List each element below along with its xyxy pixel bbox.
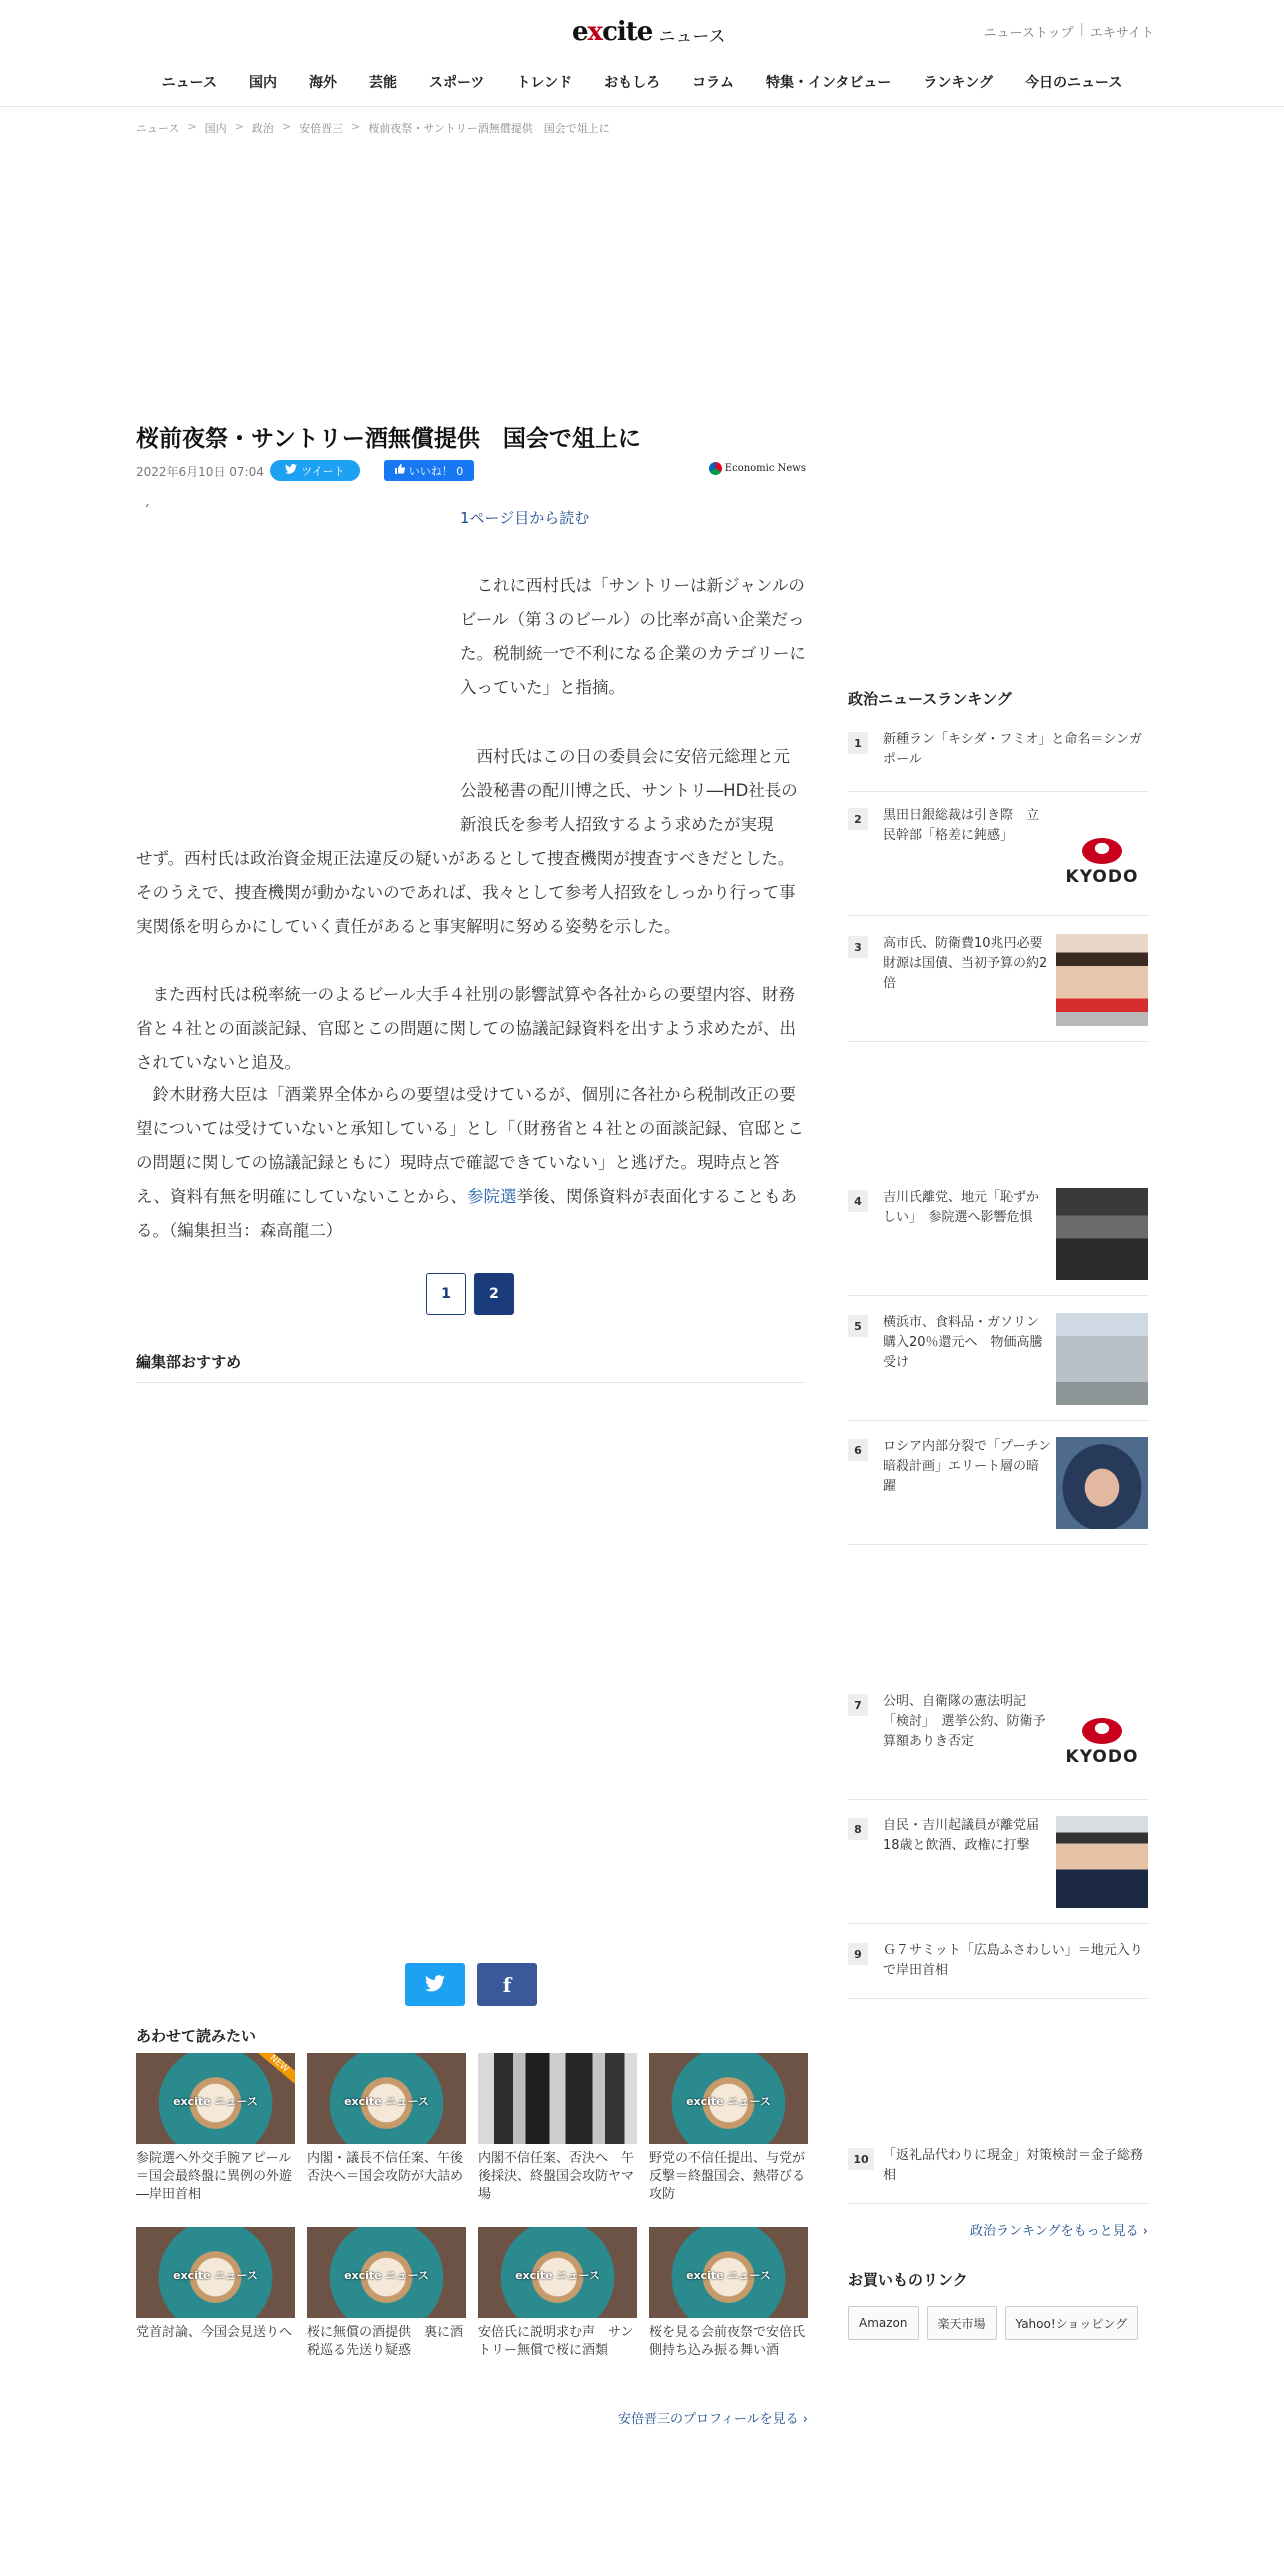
- breadcrumb-separator: >: [234, 120, 244, 133]
- more-ranking-label: 政治ランキングをもっと見る: [970, 2224, 1139, 2239]
- site-header: [0, 0, 1284, 107]
- kyodo-logo-image: [1056, 1696, 1148, 1788]
- related-thumbnail: [136, 2053, 295, 2144]
- ranking-item[interactable]: [848, 1188, 1148, 1296]
- nav-item-entertainment[interactable]: 芸能: [368, 75, 397, 91]
- logo-sub: ニュース: [658, 26, 726, 47]
- ranking-number: 3: [848, 936, 868, 958]
- top-links-separator: |: [1079, 22, 1084, 37]
- chevron-right-icon: ›: [1142, 2224, 1148, 2239]
- share-buttons: [405, 1963, 537, 2006]
- thumbnail-watermark: excite ニュース: [344, 2269, 429, 2282]
- breadcrumb-separator: >: [351, 120, 361, 133]
- thumbnail-watermark: excite ニュース: [344, 2095, 429, 2108]
- thumbnail-image: [1056, 1816, 1148, 1908]
- related-article[interactable]: [136, 2227, 295, 2387]
- ranking-item[interactable]: [848, 1437, 1148, 1545]
- main-nav: [0, 72, 1284, 92]
- related-articles: [136, 2053, 808, 2387]
- ranking-number: 2: [848, 808, 868, 830]
- paragraph-text: 挙後、関係資料が表面化することもある。（編集担当：森高龍二）: [136, 1187, 797, 1240]
- related-article[interactable]: [307, 2227, 466, 2387]
- twitter-icon: [425, 1973, 445, 1997]
- ranking-heading: 政治ニュースランキング: [848, 690, 1012, 708]
- thumbnail-image: [1056, 934, 1148, 1026]
- article-paragraph: 西村氏はこの日の委員会に安倍元総理と元公設秘書の配川博之氏、サントリ―HD社長の新浪氏を参考人招致するよう求めたが実現: [460, 747, 798, 834]
- shop-link-amazon[interactable]: Amazon: [848, 2306, 919, 2340]
- related-article-title: 野党の不信任提出、与党が反撃＝終盤国会、熱帯びる攻防: [649, 2151, 806, 2202]
- thumbnail-watermark: excite ニュース: [686, 2095, 771, 2108]
- nav-item-domestic[interactable]: 国内: [248, 75, 277, 91]
- shop-link-yahoo[interactable]: Yahoo!ショッピング: [1005, 2306, 1139, 2340]
- nav-item-today[interactable]: 今日のニュース: [1025, 75, 1123, 91]
- ranking-title: 「返礼品代わりに現金」対策検討＝金子総務相: [883, 2148, 1144, 2183]
- ranking-title: 横浜市、食料品・ガソリン購入20％還元へ 物価高騰受け: [883, 1315, 1043, 1370]
- related-thumbnail: [307, 2227, 466, 2318]
- related-article-title: 参院選へ外交手腕アピール＝国会最終盤に異例の外遊―岸田首相: [136, 2151, 293, 2202]
- ranking-item[interactable]: [848, 730, 1148, 792]
- article-paragraph: せず。西村氏は政治資金規正法違反の疑いがあるとして捜査機関が捜査すべきだとした。そのうえで、捜査機関が動かないのであれば、我々として参考人招致をしっかり行って事実関係を明らかにしていく責任があると事実解明に努める姿勢を示した。: [136, 849, 796, 936]
- upper-house-election-link[interactable]: 参院選: [467, 1187, 517, 1206]
- kyodo-logo-image: [1056, 816, 1148, 908]
- article-date: 2022年6月10日 07:04: [136, 465, 264, 479]
- ranking-item[interactable]: [848, 934, 1148, 1042]
- facebook-share-button[interactable]: [477, 1963, 537, 2006]
- ranking-item[interactable]: [848, 2146, 1148, 2204]
- like-label: いいね！ 0: [408, 464, 464, 478]
- profile-link-label: 安倍晋三のプロフィールを見る: [617, 2412, 799, 2427]
- top-links: [984, 22, 1154, 41]
- breadcrumb-current: 桜前夜祭・サントリー酒無償提供 国会で俎上に: [368, 122, 610, 135]
- related-thumbnail: [478, 2227, 637, 2318]
- breadcrumb: [136, 120, 610, 136]
- page-1-button[interactable]: 1: [426, 1273, 466, 1315]
- tweet-button[interactable]: [270, 460, 360, 481]
- related-thumbnail: [649, 2053, 808, 2144]
- ranking-title: 自民・吉川起議員が離党届 18歳と飲酒、政権に打撃: [883, 1818, 1053, 1853]
- breadcrumb-item[interactable]: 国内: [204, 122, 227, 135]
- twitter-share-button[interactable]: [405, 1963, 465, 2006]
- related-article[interactable]: [649, 2227, 808, 2387]
- page-2-button[interactable]: 2: [474, 1273, 514, 1315]
- related-article[interactable]: [649, 2053, 808, 2213]
- new-badge: NEW: [253, 2053, 295, 2087]
- ranking-item[interactable]: [848, 806, 1148, 916]
- source-logo[interactable]: [709, 462, 806, 475]
- profile-link[interactable]: [618, 2408, 808, 2427]
- ranking-title: Ｇ７サミット「広島ふさわしい」＝地元入りで岸田首相: [883, 1943, 1143, 1978]
- nav-item-features[interactable]: 特集・インタビュー: [765, 75, 892, 91]
- top-link-news-top[interactable]: ニューストップ: [983, 26, 1074, 41]
- breadcrumb-item[interactable]: 安倍晋三: [299, 122, 344, 135]
- ranking-item[interactable]: [848, 1692, 1148, 1800]
- related-thumbnail: [649, 2227, 808, 2318]
- article-paragraph: [136, 1078, 806, 1248]
- stray-mark: ´: [143, 504, 150, 520]
- related-article[interactable]: [307, 2053, 466, 2213]
- nav-item-funny[interactable]: おもしろ: [604, 75, 661, 91]
- kyodo-emblem-icon: [1082, 838, 1122, 864]
- ranking-title: 高市氏、防衛費10兆円必要 財源は国債、当初予算の約2倍: [883, 936, 1056, 991]
- nav-item-overseas[interactable]: 海外: [308, 75, 337, 91]
- article-paragraph: また西村氏は税率統一のよるビール大手４社別の影響試算や各社からの要望内容、財務省と４社との面談記録、官邸とこの問題に関しての協議記録資料を出すよう求めたが、出されていないと追及。: [136, 985, 796, 1072]
- ranking-title: 吉川氏離党、地元「恥ずかしい」 参院選へ影響危惧: [883, 1190, 1040, 1225]
- ranking-item[interactable]: [848, 1816, 1148, 1924]
- related-thumbnail-photo: [478, 2053, 637, 2144]
- breadcrumb-item[interactable]: 政治: [251, 122, 274, 135]
- ranking-title: 新種ラン「キシダ・フミオ」と命名＝シンガポール: [883, 732, 1143, 767]
- thumbnail-image: [1056, 1313, 1148, 1405]
- more-ranking-link[interactable]: [970, 2220, 1148, 2239]
- breadcrumb-separator: >: [187, 120, 197, 133]
- facebook-icon: f: [502, 1972, 512, 1997]
- excite-logo[interactable]: [572, 14, 725, 50]
- ranking-number: 4: [848, 1190, 868, 1212]
- kyodo-wordmark: KYODO: [1065, 866, 1139, 887]
- related-article[interactable]: [478, 2227, 637, 2387]
- chevron-right-icon: ›: [802, 2412, 808, 2427]
- ranking-number: 6: [848, 1439, 868, 1461]
- related-article-title: 内閣・議長不信任案、午後否決へ＝国会攻防が大詰め: [307, 2151, 464, 2184]
- article-meta: [136, 460, 806, 482]
- nav-item-ranking[interactable]: ランキング: [923, 75, 994, 91]
- ranking-item[interactable]: [848, 1313, 1148, 1421]
- shopping-heading: お買いものリンク: [848, 2271, 968, 2289]
- related-thumbnail: [307, 2053, 466, 2144]
- related-article-title: 党首討論、今国会見送りへ: [136, 2325, 293, 2340]
- top-link-excite[interactable]: エキサイト: [1089, 26, 1154, 41]
- kyodo-wordmark: KYODO: [1065, 1746, 1139, 1767]
- related-article-title: 桜を見る会前夜祭で安倍氏側持ち込み振る舞い酒: [649, 2325, 806, 2358]
- ranking-title: ロシア内部分裂で「プーチン暗殺計画」エリート層の暗躍: [883, 1439, 1051, 1494]
- ranking-title: 公明、自衛隊の憲法明記「検討」 選挙公約、防衛予算額ありき否定: [883, 1694, 1046, 1749]
- twitter-bird-icon: [285, 464, 297, 477]
- article-paragraph: これに西村氏は「サントリーは新ジャンルのビール（第３のビール）の比率が高い企業だった。税制統一で不利になる企業のカテゴリーに入っていた」と指摘。: [460, 576, 806, 697]
- nav-item-column[interactable]: コラム: [692, 75, 734, 91]
- read-from-page-1-link[interactable]: 1ページ目から読む: [460, 509, 590, 527]
- thumbnail-watermark: excite ニュース: [515, 2269, 600, 2282]
- thumbnail-watermark: excite ニュース: [173, 2095, 258, 2108]
- editor-recommend-heading: 編集部おすすめ: [136, 1351, 806, 1383]
- ranking-title: 黒田日銀総裁は引き際 立民幹部「格差に鈍感」: [883, 808, 1040, 843]
- paragraph-text: 鈴木財務大臣は「酒業界全体からの要望は受けているが、個別に各社から税制改正の要望については受けていないと承知している」とし「（財務省と４社との面談記録、官邸とこの問題に関しての協議記録ともに）現時点で確認できていない」と逃げた。現時点と答え、資料有無を明確にしていないことから、: [136, 1085, 804, 1206]
- kyodo-emblem-icon: [1082, 1718, 1122, 1744]
- related-article[interactable]: [478, 2053, 637, 2213]
- shopping-links: [848, 2306, 1138, 2340]
- thumbnail-watermark: excite ニュース: [173, 2269, 258, 2282]
- nav-item-sports[interactable]: スポーツ: [428, 75, 485, 91]
- related-article-title: 内閣不信任案、否決へ 午後採決、終盤国会攻防ヤマ場: [478, 2151, 635, 2202]
- breadcrumb-item[interactable]: ニュース: [136, 122, 180, 135]
- related-thumbnail: [136, 2227, 295, 2318]
- ranking-item[interactable]: [848, 1941, 1148, 1999]
- source-name: Economic News: [724, 463, 806, 474]
- related-article-title: 安倍氏に説明求む声 サントリー無償で桜に酒類: [478, 2325, 634, 2358]
- thumbnail-watermark: excite ニュース: [686, 2269, 771, 2282]
- related-heading: あわせて読みたい: [136, 2027, 257, 2045]
- like-button[interactable]: [384, 460, 474, 481]
- ranking-number: 7: [848, 1694, 868, 1716]
- logo-mark: excite: [572, 17, 653, 47]
- nav-item-news[interactable]: ニュース: [161, 75, 217, 91]
- nav-item-trend[interactable]: トレンド: [516, 75, 573, 91]
- tweet-label: ツイート: [301, 464, 345, 478]
- related-article[interactable]: [136, 2053, 295, 2213]
- ranking-number: 10: [848, 2148, 874, 2170]
- thumbnail-image: [1056, 1188, 1148, 1280]
- shop-link-rakuten[interactable]: 楽天市場: [927, 2306, 997, 2340]
- economic-news-logo-icon: [709, 462, 722, 475]
- breadcrumb-separator: >: [281, 120, 292, 133]
- ranking-number: 8: [848, 1818, 868, 1840]
- ranking-number: 9: [848, 1943, 868, 1965]
- pagination: [426, 1273, 514, 1315]
- thumbs-up-icon: [395, 464, 405, 477]
- article-title: 桜前夜祭・サントリー酒無償提供 国会で俎上に: [136, 426, 641, 452]
- ranking-number: 1: [848, 732, 868, 754]
- thumbnail-image: [1056, 1437, 1148, 1529]
- logo-x-letter: x: [587, 17, 603, 47]
- ranking-number: 5: [848, 1315, 868, 1337]
- related-article-title: 桜に無償の酒提供 裏に酒税巡る先送り疑惑: [307, 2325, 464, 2358]
